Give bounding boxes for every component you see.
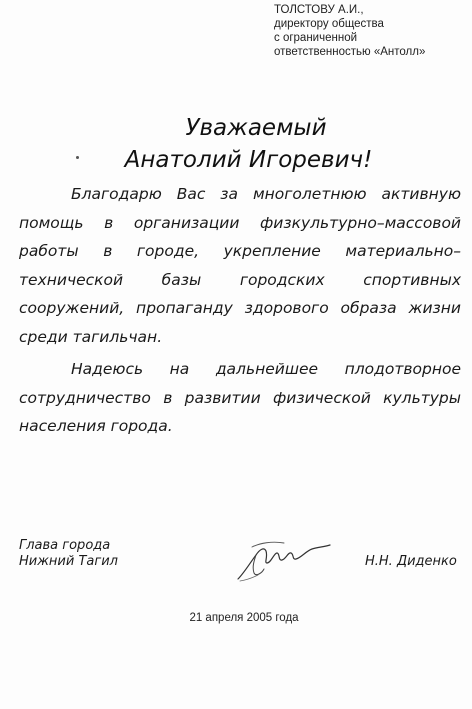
letter-body	[19, 180, 461, 441]
letter-date-text: 21 апреля 2005 года	[189, 612, 299, 624]
salutation	[0, 112, 472, 176]
paragraph-2-line: населения города.	[19, 417, 173, 435]
paragraph-1-line: помощь в организации физкультурно–массовой	[19, 213, 461, 232]
addressee-company-line2: ответственностью «Антолл»	[274, 46, 426, 58]
signatory-title-line-1: Глава города	[19, 538, 111, 553]
scan-speck	[76, 156, 79, 159]
paragraph-1-line: работы в городе, укрепление материально–	[19, 242, 461, 260]
signer-name: Н.Н. Диденко	[365, 554, 457, 569]
signatory-title-line-2: Нижний Тагил	[19, 554, 118, 569]
salutation-line-2: Анатолий Игоревич!	[124, 147, 373, 173]
addressee-name: ТОЛСТОВУ А.И.,	[274, 4, 364, 16]
addressee-position: директору общества	[274, 18, 384, 30]
addressee-company-line1: с ограниченной	[274, 32, 358, 44]
salutation-line-1: Уважаемый	[185, 115, 327, 141]
addressee-block	[274, 3, 470, 59]
paragraph-1-line: среди тагильчан.	[19, 327, 163, 346]
paragraph-1-line: Благодарю Вас за многолетнюю активную	[71, 185, 461, 203]
paragraph-2-line: Надеюсь на дальнейшее плодотворное	[71, 360, 461, 378]
paragraph-2-line: сотрудничество в развитии физической культуры	[19, 388, 461, 407]
paragraph-1-line: технической базы городских спортивных	[19, 270, 461, 289]
paragraph-1-line: сооружений, пропаганду здорового образа жизни	[19, 299, 461, 317]
signatory-title	[19, 538, 118, 570]
handwritten-signature	[234, 533, 334, 583]
letter-date	[0, 612, 472, 624]
